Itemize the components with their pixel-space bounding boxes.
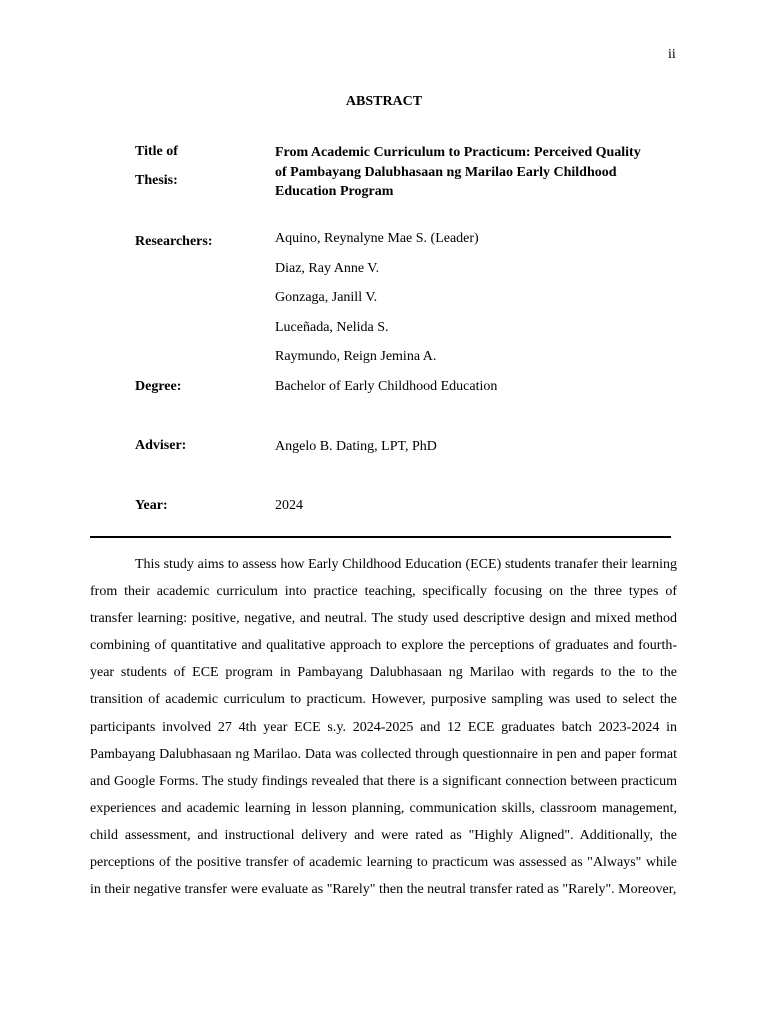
abstract-heading: ABSTRACT bbox=[345, 94, 423, 109]
researchers-list bbox=[275, 224, 479, 372]
page-number: ii bbox=[668, 47, 676, 62]
researchers-label: Researchers: bbox=[135, 234, 213, 249]
researcher-name: Aquino, Reynalyne Mae S. (Leader) bbox=[275, 231, 479, 246]
researcher-name: Raymundo, Reign Jemina A. bbox=[275, 349, 437, 364]
title-label-line1: Title of bbox=[135, 144, 178, 159]
abstract-body: This study aims to assess how Early Childhood Education (ECE) students tranafer their learning from their academic curriculum into practice teaching, specifically focusing on the three types of transfer learning: positive, negative, and neutral. The study used descriptive design and mixed method combining of quantitative and qualitative approach to explore the perceptions of graduates and fourth-year students of ECE program in Pambayang Dalubhasaan ng Marilao with regards to the to the transition of academic curriculum to practicum. However, purposive sampling was used to select the participants involved 27 4th year ECE s.y. 2024-2025 and 12 ECE graduates batch 2023-2024 in Pambayang Dalubhasaan ng Marilao. Data was collected through questionnaire in pen and paper format and Google Forms. The study findings revealed that there is a significant connection between practicum experiences and academic learning in lesson planning, communication skills, classroom management, child assessment, and instructional delivery and were rated as "Highly Aligned". Additionally, the perceptions of the positive transfer of academic learning to practicum was assessed as "Always" while in their negative transfer were evaluate as "Rarely" then the neutral transfer rated as "Rarely". Moreover, bbox=[90, 557, 677, 898]
adviser-label: Adviser: bbox=[135, 438, 187, 453]
degree-label: Degree: bbox=[135, 379, 182, 394]
title-label-line2: Thesis: bbox=[135, 173, 178, 188]
year-label: Year: bbox=[135, 498, 168, 513]
thesis-title: From Academic Curriculum to Practicum: Perceived Quality of Pambayang Dalubhasaan ng Marilao Early Childhood Education Program bbox=[275, 145, 641, 199]
researcher-name: Luceñada, Nelida S. bbox=[275, 319, 389, 335]
researcher-name: Gonzaga, Janill V. bbox=[275, 290, 378, 305]
year-value: 2024 bbox=[275, 498, 303, 513]
section-divider bbox=[90, 536, 671, 538]
degree-value: Bachelor of Early Childhood Education bbox=[275, 379, 498, 394]
researcher-name: Diaz, Ray Anne V. bbox=[275, 260, 380, 276]
adviser-value: Angelo B. Dating, LPT, PhD bbox=[275, 439, 437, 454]
